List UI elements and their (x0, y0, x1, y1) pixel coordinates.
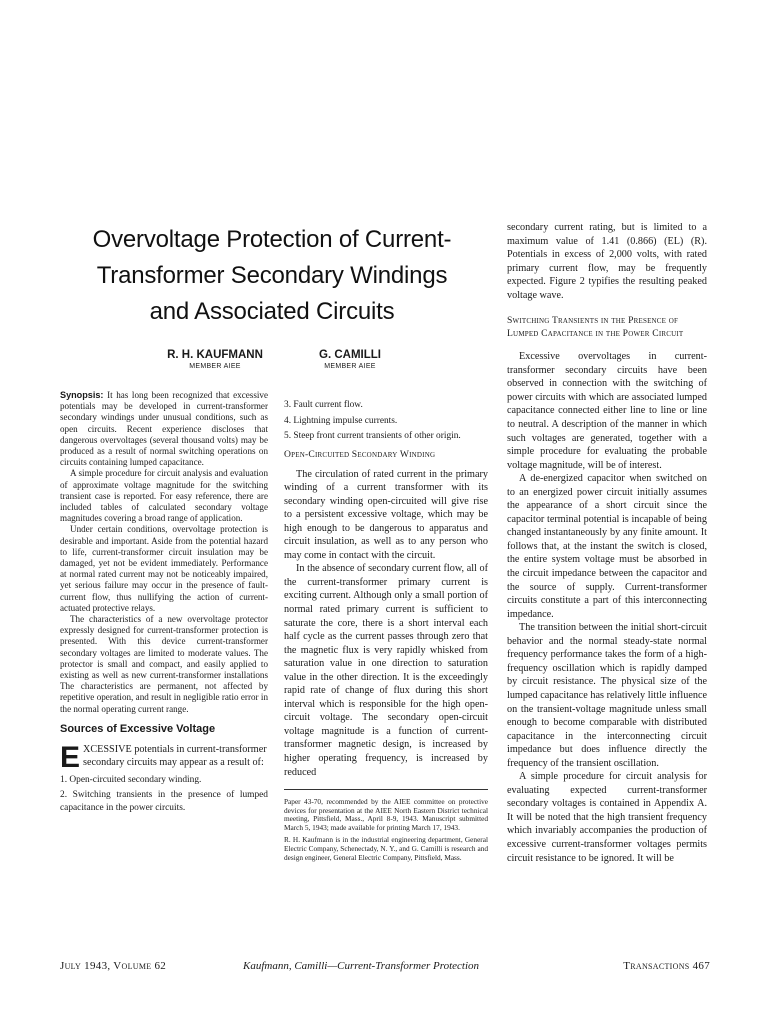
paper-title (62, 222, 482, 330)
synopsis-text: It has long been recognized that excessive potentials may be developed in current-transformer secondary windings under unusual conditions, such as open circuits. Recent experience discloses that dangerous overvoltages (several thousand volts) may be produced as a result of normal switching operations on circuits containing lumped capacitance. (60, 390, 268, 468)
left-column (60, 390, 268, 817)
body-paragraph: The circulation of rated current in the primary winding of a current transformer with its secondary winding open-circuited will give rise to a persistent excessive voltage, which may be high enough to be dangerous to apparatus and circuit insulation, as well as to any person who may come in contact with the circuit. (284, 468, 488, 561)
title-line: and Associated Circuits (149, 298, 395, 325)
sources-list (60, 774, 268, 815)
sources-list-continued (284, 399, 488, 443)
page-number: Transactions 467 (623, 960, 710, 972)
sources-intro-text: XCESSIVE potentials in current-transformer secondary circuits may appear as a result of: (83, 743, 267, 769)
author (150, 348, 280, 371)
synopsis-paragraph: Under certain conditions, overvoltage protection is desirable and important. Aside from the potential hazard to life, current-transformer circuit insulation may be damaged, yet not be evident immediately. Performance at normal rated current may not be noticeably impaired, yet serious failure may occur in the presence of fault-current flow, thus nullifying the action of current-actuated protective relays. (60, 524, 268, 613)
sources-intro (60, 740, 268, 774)
middle-column (284, 395, 488, 866)
body-paragraph: secondary current rating, but is limited to a maximum value of 1.41 (0.866) (EL) (R). Potentials in excess of 2,000 volts, with rated primary current flow, may be frequently expected. Figure 2 typifies the resulting peaked voltage wave. (507, 222, 707, 301)
footnote: Paper 43-70, recommended by the AIEE committee on protective devices for presentation at the AIEE North Eastern District technical meeting, Pittsfield, Mass., April 8-9, 1943. Manuscript submitted March 5, 1943; made available for printing March 17, 1943. (284, 797, 488, 832)
body-paragraph: A simple procedure for circuit analysis for evaluating expected current-transformer secondary voltages is contained in Appendix A. It will be noted that the high transient frequency which invariably accompanies the production of excessive current-transformer voltages permits circuit resistance to be ignored. It will be (507, 771, 707, 864)
body-paragraph: Excessive overvoltages in current-transformer secondary circuits have been observed in connection with the switching of power circuits with which are associated lumped capacitance connected either line to line or line to neutral. A description of the manner in which such voltages are generated, together with a simple procedure for evaluating the probable voltage magnitude, will be of interest. (507, 351, 707, 471)
footnote: R. H. Kaufmann is in the industrial engineering department, General Electric Company, Schenectady, N. Y., and G. Camilli is research and design engineer, General Electric Company, Pittsfield, Mass. (284, 835, 488, 862)
body-paragraph: The transition between the initial short-circuit behavior and the normal steady-state normal frequency performance takes the form of a high-frequency oscillation which is rapidly damped by circuit resistance. The physical size of the lumped capacitance has relatively little influence on the transient-voltage magnitude unless small enough to become comparable with distributed capacitance in the interconnecting circuit impedance but does influence directly the frequency of the transient oscillation. (507, 622, 707, 769)
author-block (150, 348, 400, 378)
list-item: 4. Lightning impulse currents. (284, 415, 398, 426)
section-heading: Sources of Excessive Voltage (60, 722, 216, 735)
title-line: Overvoltage Protection of Current- (92, 226, 452, 253)
synopsis-paragraph: A simple procedure for circuit analysis and evaluation of approximate voltage magnitude for the switching transient case is reported. For easy reference, there are included tables of calculated secondary voltage magnitudes covering a broad range of application. (60, 468, 268, 524)
body-paragraph: In the absence of secondary current flow, all of the current-transformer primary current is exciting current. Although only a small portion of normal rated primary current is sufficient to saturate the core, there is a short interval each half cycle as the current passes through zero that the magnetic flux is very rapidly whisked from saturation value in one direction to saturation value in the other direction. It is the exceedingly rapid rate of change of flux during this short interval which is responsible for the high open-circuit voltage. The secondary open-circuit voltage magnitude is a function of current-transformer magnetic design, is increased by higher operating frequency, is increased by reduced (284, 563, 488, 778)
title-line: Transformer Secondary Windings (96, 262, 448, 289)
page-footer (60, 960, 710, 976)
body-paragraph: A de-energized capacitor when switched on to an energized power circuit initially assumes the appearance of a short circuit since the capacitor terminal potential is incapable of being changed instantaneously by any finite amount. It follows that, at the instant the switch is closed, the entire system voltage must be absorbed in the circuit impedance between the capacitor and the source of supply. Current-transformer circuits constitute a part of this interconnecting impedance. (507, 473, 707, 620)
running-title: Kaufmann, Camilli—Current-Transformer Protection (243, 960, 480, 972)
synopsis-paragraph (60, 390, 268, 468)
author-name: G. CAMILLI (319, 349, 381, 361)
right-column (507, 221, 707, 865)
list-item: 1. Open-circuited secondary winding. (60, 774, 202, 785)
list-item: 2. Switching transients in the presence of lumped capacitance in the power circuits. (60, 790, 268, 813)
journal-issue: July 1943, Volume 62 (60, 960, 167, 972)
author-membership: MEMBER AIEE (324, 363, 376, 370)
author-membership: MEMBER AIEE (189, 363, 241, 370)
section-heading: Open-Circuited Secondary Winding (284, 448, 436, 460)
list-item: 5. Steep front current transients of other origin. (284, 431, 461, 441)
section-heading: Switching Transients in the Presence of Lumped Capacitance in the Power Circuit (507, 315, 684, 340)
synopsis-paragraph: The characteristics of a new overvoltage protector expressly designed for current-transformer protection is presented. With this device current-transformer secondary voltages are limited to moderate values. The protector is small and compact, and easily applied to existing as well as new current-transformer installations The characteristics are permanent, not affected by repetitive operation, and result in negligible ratio error in the normal operating current range. (60, 614, 268, 714)
footnote-rule (284, 789, 488, 790)
author-name: R. H. KAUFMANN (167, 349, 263, 361)
list-item: 3. Fault current flow. (284, 400, 363, 410)
author (300, 348, 400, 371)
drop-cap: E (60, 740, 81, 774)
synopsis-label: Synopsis: (60, 390, 104, 400)
